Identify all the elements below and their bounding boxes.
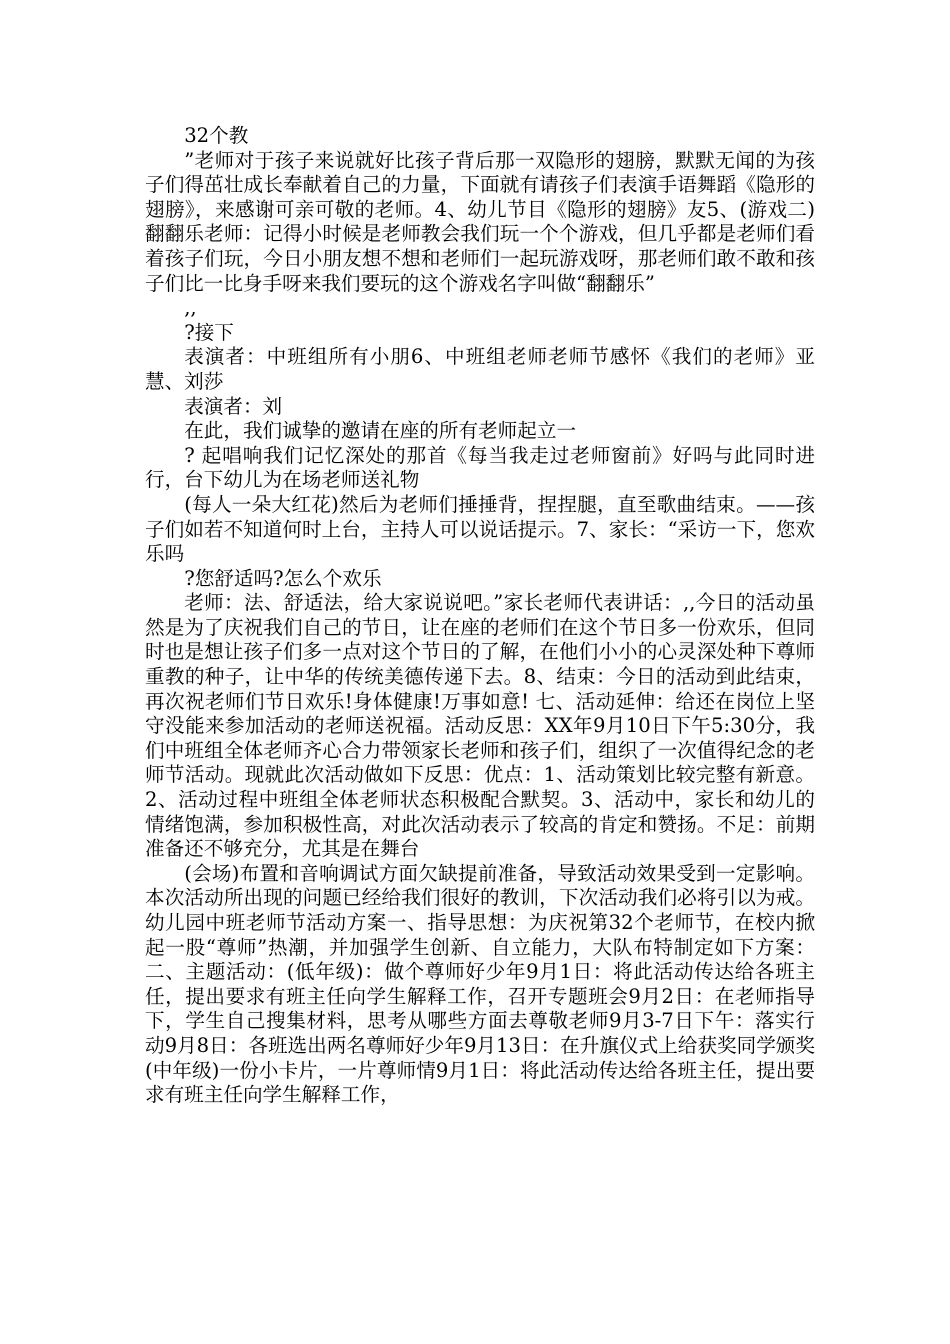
paragraph-10: ?您舒适吗?怎么个欢乐 <box>184 566 382 590</box>
paragraph-6: 表演者：刘 <box>184 394 283 418</box>
paragraph-8: ? 起唱响我们记忆深处的那首《每当我走过老师窗前》好吗与此同时进行，台下幼儿为在场老师送礼物 <box>145 443 815 492</box>
paragraph-7: 在此，我们诚挚的邀请在座的所有老师起立一 <box>184 419 577 443</box>
paragraph-3: ,, <box>184 296 197 320</box>
paragraph-5: 表演者：中班组所有小朋6、中班组老师老师节感怀《我们的老师》亚慧、刘莎 <box>145 345 815 393</box>
paragraph-9: (每人一朵大红花)然后为老师们捶捶背，捏捏腿，直至歌曲结束。——孩子们如若不知道何时上台，主持人可以说话提示。7、家长：“采访一下，您欢乐吗 <box>145 492 815 566</box>
paragraph-1: 32个教 <box>184 124 249 147</box>
document-page <box>145 124 815 1108</box>
paragraph-11: 老师：法、舒适法，给大家说说吧。”家长老师代表讲话：,,今日的活动虽然是为了庆祝我们自己的节日，让在座的老师们在这个节日多一份欢乐，但同时也是想让孩子们多一点对这个节日的了解，在他们小小的心灵深处种下尊师重教的种子，让中华的传统美德传递下去。8、结束：今日的活动到此结束，再次祝老师们节日欢乐!身体健康!万事如意! 七、活动延伸：给还在岗位上坚守没能来参加活动的老师送祝福。活动反思：XX年9月10日下午5:30分，我们中班组全体老师齐心合力带领家长老师和孩子们，组织了一次值得纪念的老师节活动。现就此次活动做如下反思：优点：1、活动策划比较完整有新意。2、活动过程中班组全体老师状态积极配合默契。3、活动中，家长和幼儿的情绪饱满，参加积极性高，对此次活动表示了较高的肯定和赞扬。不足：前期准备还不够充分，尤其是在舞台 <box>145 591 815 861</box>
paragraph-12: (会场)布置和音响调试方面欠缺提前准备，导致活动效果受到一定影响。本次活动所出现的问题已经给我们很好的教训，下次活动我们必将引以为戒。幼儿园中班老师节活动方案一、指导思想：为庆祝第32个老师节，在校内掀起一股“尊师”热潮，并加强学生创新、自立能力，大队布特制定如下方案：二、主题活动：(低年级)：做个尊师好少年9月1日：将此活动传达给各班主任，提出要求有班主任向学生解释工作，召开专题班会9月2日：在老师指导下，学生自己搜集材料，思考从哪些方面去尊敬老师9月3-7日下午：落实行动9月8日：各班选出两名尊师好少年9月13日：在升旗仪式上给获奖同学颁奖(中年级)一份小卡片，一片尊师情9月1日：将此活动传达给各班主任，提出要求有班主任向学生解释工作， <box>145 861 815 1107</box>
paragraph-4: ?接下 <box>184 320 234 344</box>
paragraph-2: ”老师对于孩子来说就好比孩子背后那一双隐形的翅膀，默默无闻的为孩子们得茁壮成长奉献着自己的力量，下面就有请孩子们表演手语舞蹈《隐形的翅膀》，来感谢可亲可敬的老师。4、幼儿节目《隐形的翅膀》友5、(游戏二)翻翻乐老师：记得小时候是老师教会我们玩一个个游戏，但几乎都是老师们看着孩子们玩，今日小朋友想不想和老师们一起玩游戏呀，那老师们敢不敢和孩子们比一比身手呀来我们要玩的这个游戏名字叫做“翻翻乐” <box>145 148 815 295</box>
